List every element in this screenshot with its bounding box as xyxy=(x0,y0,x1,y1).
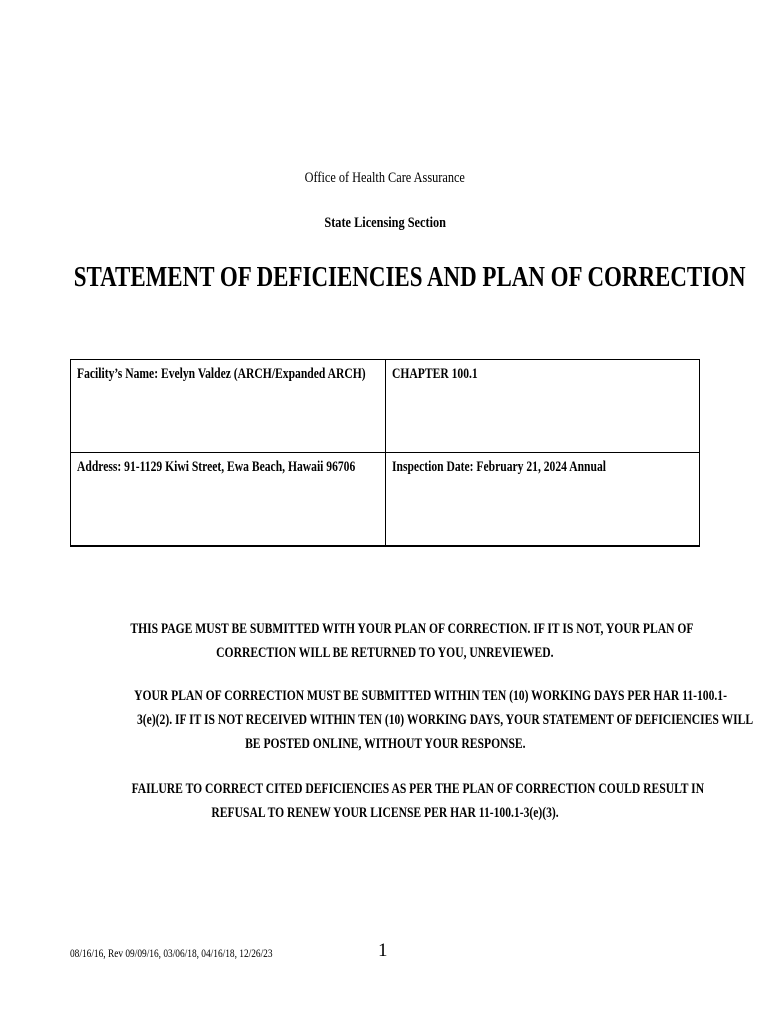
notice-line: YOUR PLAN OF CORRECTION MUST BE SUBMITTED WITHIN TEN (10) WORKING DAYS PER HAR 11-100.1- xyxy=(134,688,727,704)
office-name xyxy=(0,170,770,187)
submit-page-notice xyxy=(60,617,710,665)
facility-name: Facility’s Name: Evelyn Valdez (ARCH/Expanded ARCH) xyxy=(77,366,366,382)
facility-name-cell xyxy=(71,360,386,453)
table-row xyxy=(71,453,700,547)
section-name xyxy=(0,215,770,232)
notice-line: BE POSTED ONLINE, WITHOUT YOUR RESPONSE. xyxy=(244,736,526,752)
inspection-date-cell xyxy=(386,453,700,547)
notice-line: REFUSAL TO RENEW YOUR LICENSE PER HAR 11-100.1-3(e)(3). xyxy=(211,805,559,821)
table-row xyxy=(71,360,700,453)
section-name-text: State Licensing Section xyxy=(324,215,446,231)
facility-info-table xyxy=(70,359,700,547)
revision-history xyxy=(70,946,330,961)
office-name-text: Office of Health Care Assurance xyxy=(304,170,466,186)
notice-line: CORRECTION WILL BE RETURNED TO YOU, UNREVIEWED. xyxy=(216,645,554,661)
notice-line: FAILURE TO CORRECT CITED DEFICIENCIES AS PER THE PLAN OF CORRECTION COULD RESULT IN xyxy=(131,781,705,797)
revision-history-text: 08/16/16, Rev 09/09/16, 03/06/18, 04/16/18, 12/26/23 xyxy=(70,946,273,960)
document-title xyxy=(0,262,770,294)
deadline-notice xyxy=(60,684,754,756)
notice-line: THIS PAGE MUST BE SUBMITTED WITH YOUR PLAN OF CORRECTION. IF IT IS NOT, YOUR PLAN OF xyxy=(130,621,694,637)
notice-line: 3(e)(2). IF IT IS NOT RECEIVED WITHIN TEN (10) WORKING DAYS, YOUR STATEMENT OF DEFICIENCIES WILL xyxy=(137,712,754,728)
address-cell xyxy=(71,453,386,547)
failure-notice xyxy=(60,777,710,825)
chapter: CHAPTER 100.1 xyxy=(392,366,478,382)
document-title-text: STATEMENT OF DEFICIENCIES AND PLAN OF CORRECTION xyxy=(73,262,746,293)
chapter-cell xyxy=(386,360,700,453)
inspection-date: Inspection Date: February 21, 2024 Annual xyxy=(392,459,606,475)
page-number: 1 xyxy=(378,940,388,961)
facility-address: Address: 91-1129 Kiwi Street, Ewa Beach, Hawaii 96706 xyxy=(77,459,356,475)
